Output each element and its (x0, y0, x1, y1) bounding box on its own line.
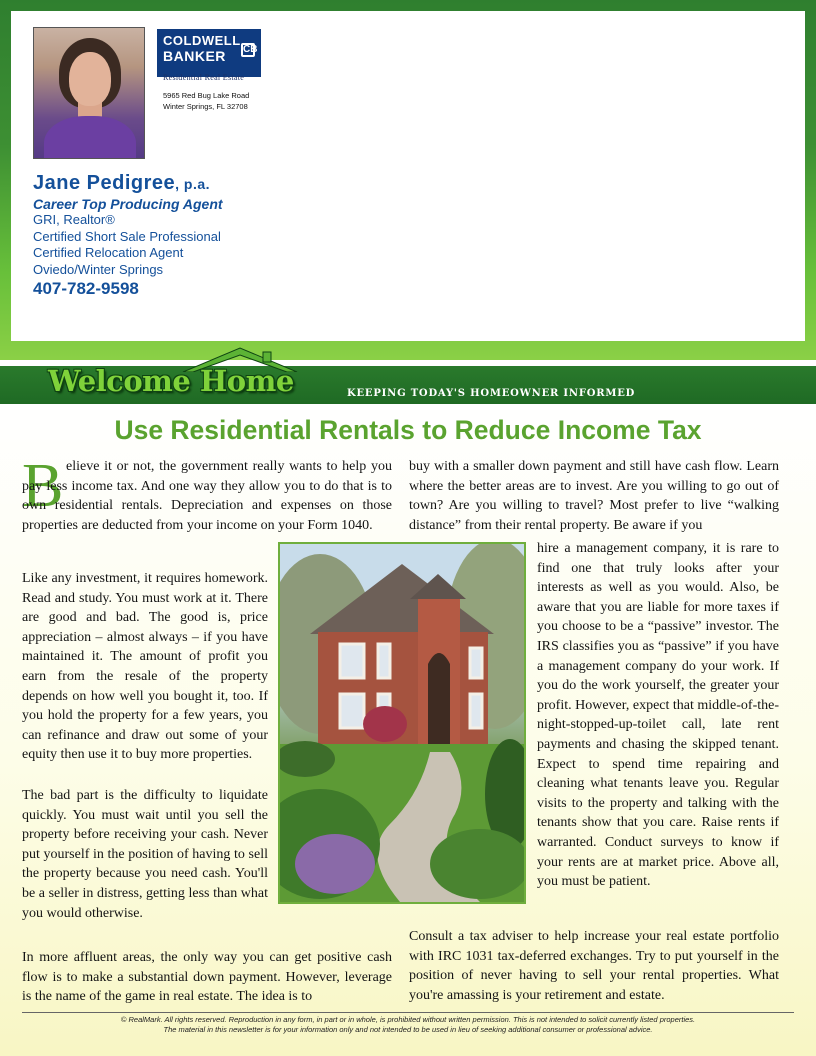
agent-title: Career Top Producing Agent (33, 196, 223, 212)
address-line-1: 5965 Red Bug Lake Road (163, 91, 250, 100)
brokerage-address (163, 90, 249, 112)
logo-mark: CB (243, 44, 258, 55)
footer-divider (22, 1012, 794, 1013)
article-paragraph-3: The bad part is the difficulty to liquidate quickly. You must wait until you sell the property before receiving your cash. Never put yourself in the position of having to sell the property because you need cash. You'll be a seller in distress, getting less than what you would otherwise. (22, 788, 268, 921)
agent-area: Oviedo/Winter Springs (33, 261, 164, 277)
article-paragraph-4: In more affluent areas, the only way you can get positive cash flow is to make a substantial down payment. However, leverage is the name of the game in real estate. The idea is to (22, 950, 392, 1005)
agent-certification-2: Certified Relocation Agent (33, 245, 184, 260)
footer-line-1: © RealMark. All rights reserved. Reproduction in any form, in part or in whole, is prohibited without written permission. This is not intended to solicit currently listed properties. (120, 1015, 696, 1024)
house-photo (278, 542, 526, 904)
agent-photo (33, 27, 145, 159)
article-headline: Use Residential Rentals to Reduce Income Tax (114, 415, 702, 445)
agent-info (33, 172, 223, 299)
logo-line-2: BANKER (163, 48, 226, 64)
article-paragraph-6: Consult a tax adviser to help increase your real estate portfolio with IRC 1031 tax-deferred exchanges. Try to put yourself in the position of never having to sell your rental properties. What you're amassing is your retirement and estate. (409, 929, 779, 1003)
article-paragraph-5b: hire a management company, it is rare to find one that truly looks after your interests as well as you would. Also, be aware that you are liable for more taxes if you choose to be a “passive” investor. The IRS classifies you as “passive” if you have a management company do your work. If you do the work yourself, the greater your profit. However, expect that middle-of-the-night-stopped-up-toilet call, late rent payments and chasing the skipped tenant. Expect to spend time repairing and cleaning what tenants leave you. Regular visits to the property and talking with the tenants show that you care. Raise rents if warranted. Conduct surveys to know if your rents are at market price. Above all, you must be patient. (537, 541, 780, 890)
banner-tagline: KEEPING TODAY'S HOMEOWNER INFORMED (347, 388, 636, 399)
footer-disclaimer (0, 1015, 816, 1035)
drop-cap: B (22, 452, 64, 520)
agent-name-row (33, 172, 223, 195)
footer-line-2: The material in this newsletter is for your information only and not intended to be used in lieu of seeking additional consumer or professional advice. (163, 1025, 653, 1034)
logo-line-1: COLDWELL (163, 33, 241, 48)
banner-title: Welcome Home (48, 364, 294, 398)
article-paragraph-1: elieve it or not, the government really wants to help you pay less income tax. And one way they allow you to do that is to own residential rentals. Depreciation and expenses on those properties are deducted from your income on your Form 1040. (22, 459, 392, 533)
agent-name: Jane Pedigree (33, 172, 176, 194)
agent-certification-1: Certified Short Sale Professional (33, 228, 221, 244)
agent-credentials: GRI, Realtor® (33, 212, 115, 227)
agent-phone: 407-782-9598 (33, 279, 139, 298)
agent-suffix: , p.a. (175, 176, 211, 192)
article-paragraph-5a: buy with a smaller down payment and still have cash flow. Learn where the better areas are to invest. Are you willing to go out of town? Are you willing to travel? Most prefer to live “walking distance” from their rental property. Be aware if you (409, 459, 779, 533)
address-line-2: Winter Springs, FL 32708 (163, 102, 248, 111)
coldwell-banker-logo (157, 29, 261, 77)
article-paragraph-2: Like any investment, it requires homework. Read and study. You must work at it. There are good and bad. The good is, price appreciation – almost always – if you have maintained it. The amount of profit you earn from the resale of the property depends on how well you bought it, too. If you hold the property for a few years, you can refinance and draw out some of your equity then use it to buy more properties. (22, 571, 268, 763)
brokerage-subtitle: Residential Real Estate (163, 73, 245, 82)
